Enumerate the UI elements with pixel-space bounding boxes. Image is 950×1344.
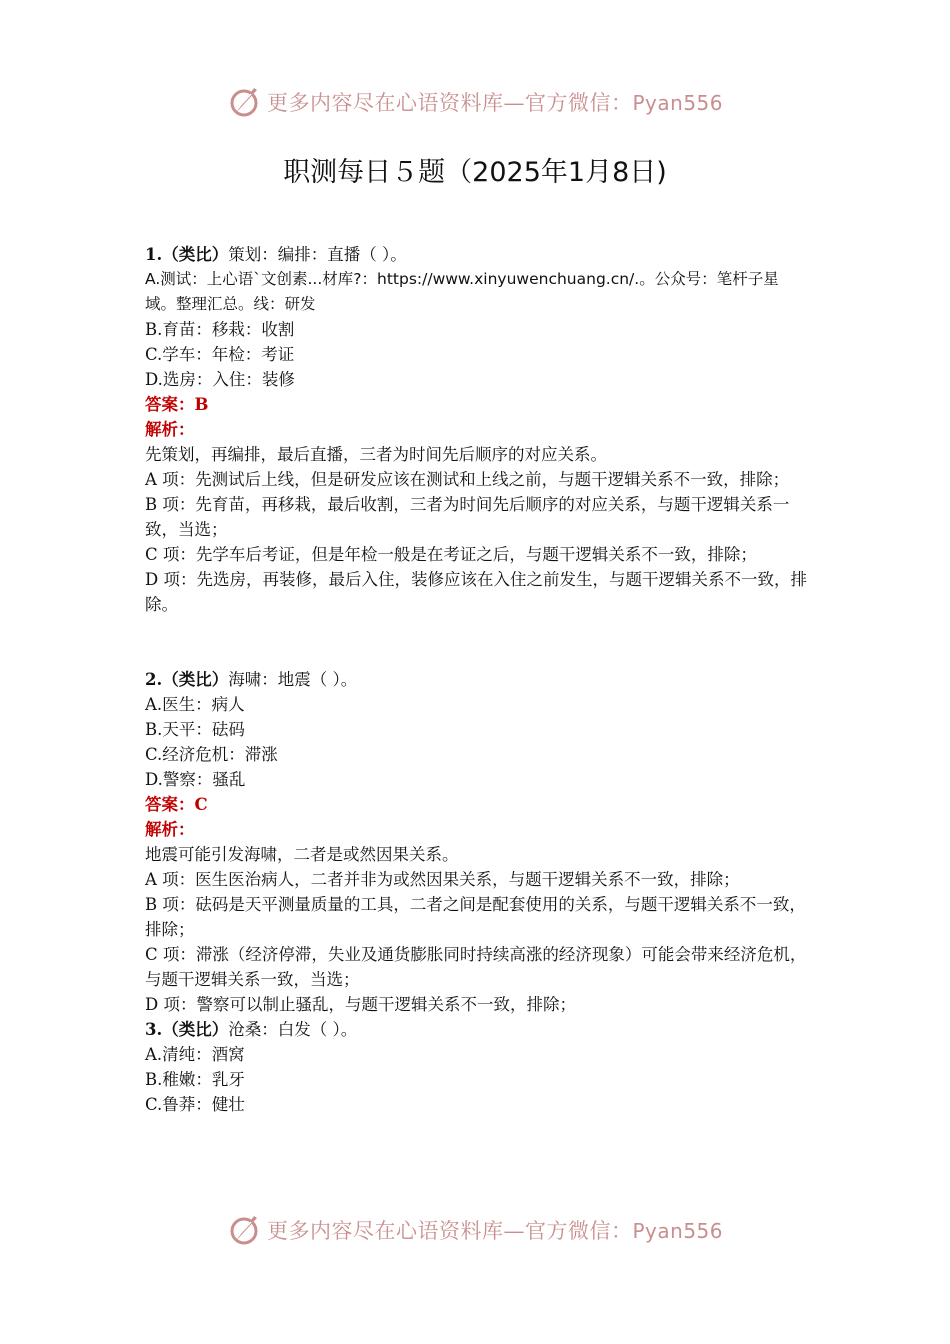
banner-text: 更多内容尽在心语资料库—官方微信：Pyan556 xyxy=(266,1219,723,1243)
question-1-analysis-3: C 项：先学车后考证，但是年检一般是在考证之后，与题干逻辑关系不一致，排除； xyxy=(145,545,757,564)
question-3-stem: 3.（类比）沧桑：白发（ ）。 xyxy=(145,1020,358,1039)
header-banner xyxy=(0,82,950,122)
question-1-option-b: B.育苗：移栽：收割 xyxy=(145,320,295,339)
question-1-option-d: D.选房：入住：装修 xyxy=(145,370,295,389)
question-2-option-a: A.医生：病人 xyxy=(145,695,245,714)
question-1-option-a: A.测试：上心语`文创素...材库?：https://www.xinyuwenchuang.cn/.。公众号：笔杆子星域。整理汇总。线：研发 xyxy=(145,270,779,313)
quill-circle-icon xyxy=(227,1212,263,1248)
question-2-analysis-0: 地震可能引发海啸，二者是或然因果关系。 xyxy=(145,845,459,864)
question-2-option-b: B.天平：砝码 xyxy=(145,720,245,739)
question-1-analysis-label: 解析： xyxy=(145,420,195,439)
question-2-answer: 答案：C xyxy=(145,795,208,814)
question-1-analysis-2: B 项：先育苗，再移栽，最后收割，三者为时间先后顺序的对应关系，与题干逻辑关系一致，当选； xyxy=(145,495,790,539)
question-1-analysis-1: A 项：先测试后上线，但是研发应该在测试和上线之前，与题干逻辑关系不一致，排除； xyxy=(145,470,790,489)
question-1-stem: 1.（类比）策划：编排：直播（ ）。 xyxy=(145,245,407,264)
question-2-option-d: D.警察：骚乱 xyxy=(145,770,246,789)
question-3-option-b: B.稚嫩：乳牙 xyxy=(145,1070,245,1089)
question-3-option-a: A.清纯：酒窝 xyxy=(145,1045,245,1064)
question-3-option-c: C.鲁莽：健壮 xyxy=(145,1095,245,1114)
quill-circle-icon xyxy=(227,84,263,120)
question-1-answer: 答案：B xyxy=(145,395,209,414)
question-2-analysis-1: A 项：医生医治病人，二者并非为或然因果关系，与题干逻辑关系不一致，排除； xyxy=(145,870,740,889)
wechat-id: Pyan556 xyxy=(632,1219,723,1243)
spacer xyxy=(145,617,807,667)
question-1-option-c: C.学车：年检：考证 xyxy=(145,345,295,364)
question-1-analysis-0: 先策划，再编排，最后直播，三者为时间先后顺序的对应关系。 xyxy=(145,445,607,464)
question-2-stem: 2.（类比）海啸：地震（ ）。 xyxy=(145,670,358,689)
question-2-option-c: C.经济危机：滞涨 xyxy=(145,745,278,764)
question-2-analysis-2: B 项：砝码是天平测量质量的工具，二者之间是配套使用的关系，与题干逻辑关系不一致，排除； xyxy=(145,895,806,939)
question-2-analysis-3: C 项：滞涨（经济停滞，失业及通货膨胀同时持续高涨的经济现象）可能会带来经济危机，与题干逻辑关系一致，当选； xyxy=(145,945,807,989)
question-2-analysis-4: D 项：警察可以制止骚乱，与题干逻辑关系不一致，排除； xyxy=(145,995,576,1014)
question-1-analysis-4: D 项：先选房，再装修，最后入住，装修应该在入住之前发生，与题干逻辑关系不一致，排除。 xyxy=(145,570,807,614)
question-2-analysis-label: 解析： xyxy=(145,820,195,839)
banner-text: 更多内容尽在心语资料库—官方微信：Pyan556 xyxy=(266,91,723,115)
wechat-id: Pyan556 xyxy=(632,91,723,115)
question-list xyxy=(145,242,807,1117)
page-title: 职测每日５题（2025年1月8日) xyxy=(283,157,667,188)
footer-banner xyxy=(0,1210,950,1250)
